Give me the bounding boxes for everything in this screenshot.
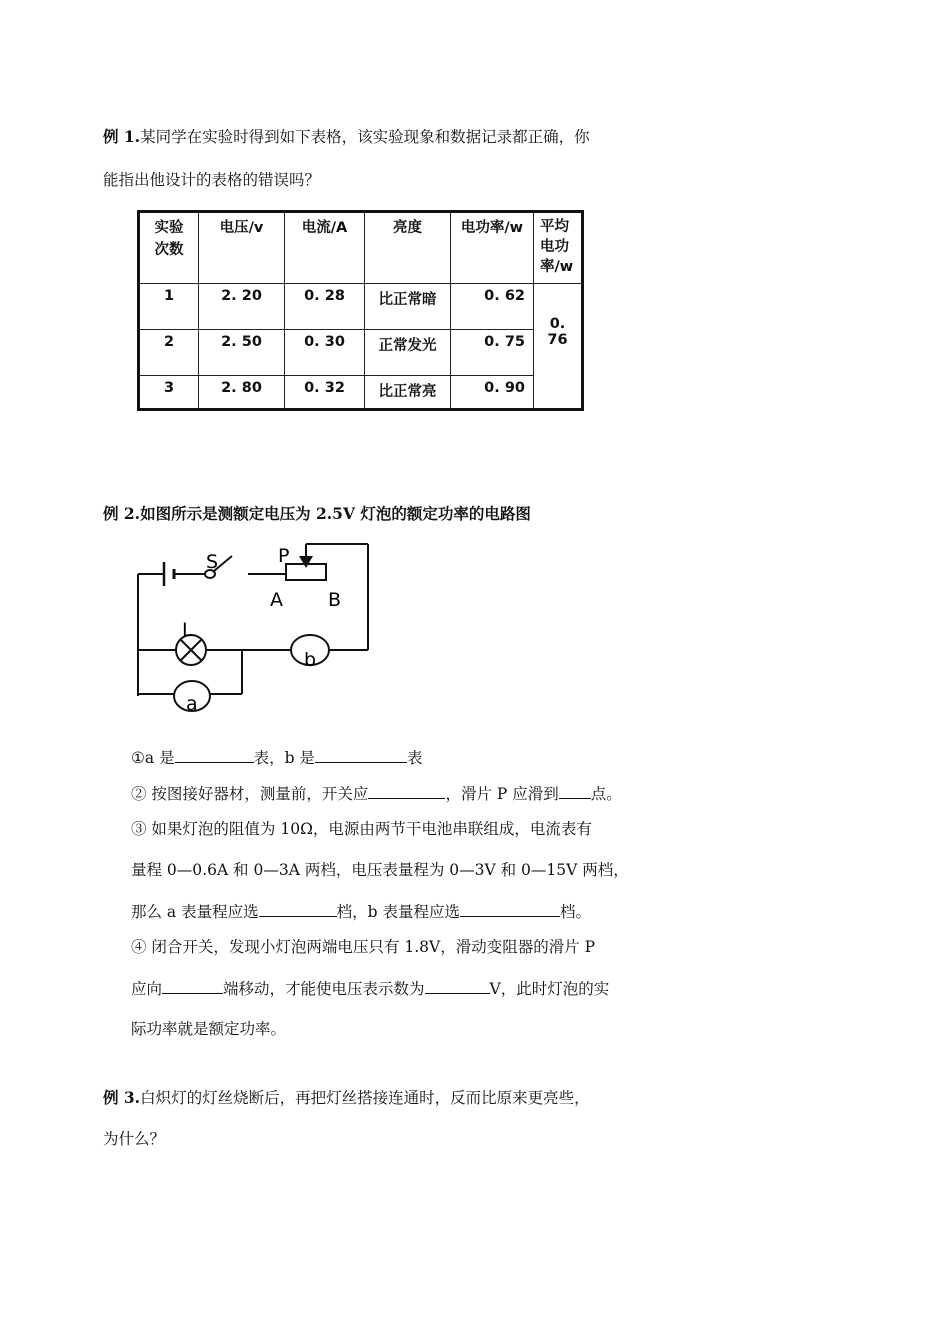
q3-blank-a-range[interactable] (259, 901, 337, 917)
label-meter-a: a (186, 693, 198, 715)
example1-line2: 能指出他设计的表格的错误吗？ (103, 171, 321, 189)
example1-label: 例 1. (103, 127, 141, 146)
table-cell: 2. 20 (199, 284, 285, 330)
table-cell: 正常发光 (365, 330, 451, 376)
q1-text-1: ①a 是 (131, 749, 175, 767)
q3-text-1: 那么 a 表量程应选 (131, 903, 259, 921)
q4-line2 (131, 978, 609, 999)
table-cell: 2 (139, 330, 199, 376)
label-meter-b: b (304, 649, 317, 671)
q4-text-2: 端移动，才能使电压表示数为 (223, 980, 425, 998)
header-current: 电流/A (285, 212, 365, 284)
header-power: 电功率/w (451, 212, 534, 284)
example3-line2: 为什么？ (103, 1130, 166, 1148)
q2-text-3: 点。 (590, 785, 622, 803)
example1-question (103, 127, 590, 147)
header-brightness: 亮度 (365, 212, 451, 284)
table-header-row (139, 212, 583, 284)
q4-blank-voltage[interactable] (425, 978, 490, 994)
table-cell: 0. 30 (285, 330, 365, 376)
q1-text-2: 表，b 是 (253, 749, 315, 767)
label-s: S (206, 551, 219, 573)
table-cell: 2. 80 (199, 376, 285, 410)
table-cell: 0. 75 (451, 330, 534, 376)
example3-question (103, 1088, 590, 1108)
table-cell: 2. 50 (199, 330, 285, 376)
table-cell: 比正常暗 (365, 284, 451, 330)
label-p: P (278, 545, 290, 567)
label-b-point: B (328, 589, 342, 611)
example3-label: 例 3. (103, 1088, 141, 1107)
question-2 (131, 783, 622, 804)
header-average-power: 平均 电功 率/w (534, 212, 583, 284)
question-1 (131, 747, 422, 768)
header-voltage: 电压/v (199, 212, 285, 284)
q1-blank-a[interactable] (175, 747, 254, 763)
slider-arrow (299, 556, 313, 568)
q2-blank-point[interactable] (559, 783, 591, 799)
q2-text-1: ② 按图接好器材，测量前，开关应 (131, 785, 369, 803)
table-row (139, 284, 583, 330)
q3-text-2: 档，b 表量程应选 (336, 903, 460, 921)
table-cell: 1 (139, 284, 199, 330)
q4-blank-direction[interactable] (162, 978, 223, 994)
q2-text-2: ，滑片 P 应滑到 (445, 785, 559, 803)
example1-line1: 某同学在实验时得到如下表格，该实验现象和数据记录都正确，你 (140, 128, 590, 146)
q4-line1: ④ 闭合开关，发现小灯泡两端电压只有 1.8V，滑动变阻器的滑片 P (131, 938, 596, 956)
average-power-cell: 0. 76 (534, 284, 583, 410)
label-lamp: L (182, 619, 193, 641)
q3-text-3: 档。 (559, 903, 591, 921)
q1-blank-b[interactable] (315, 747, 407, 763)
table-row (139, 376, 583, 410)
example3-line1: 白炽灯的灯丝烧断后，再把灯丝搭接连通时，反而比原来更亮些， (140, 1089, 590, 1107)
header-trial-count: 实验 次数 (139, 212, 199, 284)
table-cell: 0. 90 (451, 376, 534, 410)
label-a-point: A (270, 589, 283, 611)
q4-text-3: V，此时灯泡的实 (489, 980, 610, 998)
q4-text-1: 应向 (131, 980, 163, 998)
q3-blank-b-range[interactable] (460, 901, 560, 917)
q4-line3: 际功率就是额定功率。 (131, 1020, 287, 1038)
example2-title: 例 2.如图所示是测额定电压为 2.5V 灯泡的额定功率的电路图 (103, 504, 531, 523)
table-cell: 比正常亮 (365, 376, 451, 410)
q3-line1: ③ 如果灯泡的阻值为 10Ω，电源由两节干电池串联组成，电流表有 (131, 820, 592, 838)
table-cell: 3 (139, 376, 199, 410)
table-cell: 0. 62 (451, 284, 534, 330)
table-cell: 0. 32 (285, 376, 365, 410)
q3-line2: 量程 0—0.6A 和 0—3A 两档，电压表量程为 0—3V 和 0—15V 两档， (131, 861, 629, 879)
q1-text-3: 表 (406, 749, 423, 767)
q2-blank-switch[interactable] (368, 783, 445, 799)
q3-line3 (131, 901, 591, 922)
table-cell: 0. 28 (285, 284, 365, 330)
circuit-diagram (128, 538, 388, 718)
table-row (139, 330, 583, 376)
data-table (137, 210, 584, 411)
